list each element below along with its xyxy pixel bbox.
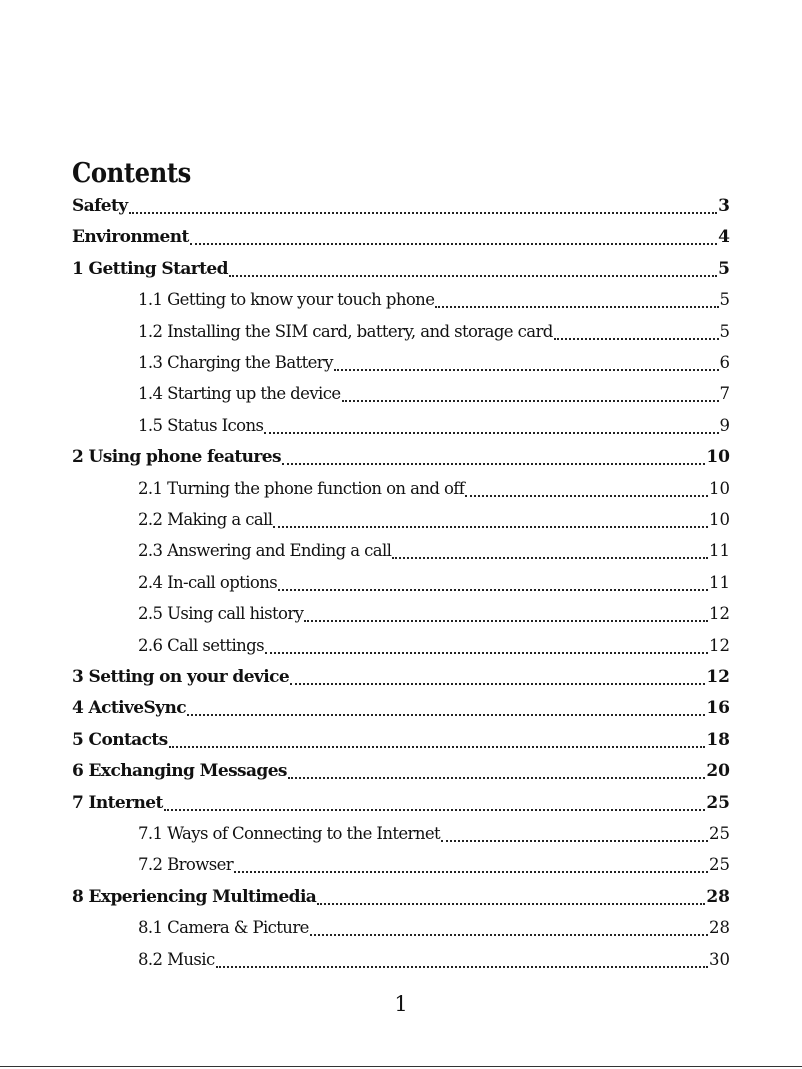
toc-chapter-entry[interactable]: [72, 887, 730, 911]
page-title: Contents: [72, 158, 191, 189]
toc-entry-title: 2.2 Making a call: [138, 510, 273, 529]
toc-entry-page: 18: [706, 729, 730, 750]
toc-entry-title: Safety: [72, 196, 128, 216]
toc-entry-title: 2.3 Answering and Ending a call: [138, 541, 392, 561]
toc-section-entry[interactable]: [138, 573, 730, 597]
toc-entry-title: Environment: [72, 227, 189, 248]
dot-leader: [334, 369, 719, 371]
toc-entry-page: 12: [706, 667, 730, 687]
dot-leader: [265, 652, 708, 654]
toc-entry-title: 4 ActiveSync: [72, 698, 186, 719]
toc-entry-title: 8 Experiencing Multimedia: [72, 886, 317, 907]
toc-chapter-entry[interactable]: [72, 259, 730, 283]
dot-leader: [342, 400, 719, 402]
dot-leader: [310, 934, 708, 936]
toc-section-entry[interactable]: [138, 353, 730, 377]
toc-chapter-entry[interactable]: [72, 196, 730, 220]
toc-section-entry[interactable]: [138, 384, 730, 408]
toc-chapter-entry[interactable]: [72, 698, 730, 722]
toc-entry-title: 7.2 Browser: [138, 855, 234, 875]
toc-entry-title: 1.1 Getting to know your touch phone: [138, 290, 435, 310]
dot-leader: [264, 432, 718, 434]
toc-chapter-entry[interactable]: [72, 761, 730, 785]
toc-chapter-entry[interactable]: [72, 447, 730, 471]
dot-leader: [187, 714, 705, 716]
toc-entry-page: 28: [709, 918, 730, 938]
dot-leader: [392, 557, 708, 559]
toc-section-entry[interactable]: [138, 918, 730, 942]
dot-leader: [273, 526, 708, 528]
toc-section-entry[interactable]: [138, 479, 730, 503]
toc-entry-title: 8.2 Music: [138, 949, 215, 969]
dot-leader: [169, 746, 706, 748]
toc-entry-page: 12: [709, 635, 730, 655]
toc-entry-title: 2.1 Turning the phone function on and off: [138, 478, 465, 498]
toc-chapter-entry[interactable]: [72, 667, 730, 691]
toc-entry-page: 5: [719, 290, 730, 310]
toc-entry-page: 30: [709, 949, 730, 969]
bottom-rule: [0, 1066, 802, 1067]
dot-leader: [317, 903, 705, 905]
dot-leader: [282, 463, 705, 465]
toc-section-entry[interactable]: [138, 541, 730, 565]
toc-entry-page: 10: [706, 447, 730, 468]
dot-leader: [465, 495, 708, 497]
toc-entry-page: 25: [709, 855, 730, 875]
toc-entry-title: 7.1 Ways of Connecting to the Internet: [138, 824, 441, 843]
toc-section-entry[interactable]: [138, 322, 730, 346]
toc-entry-page: 4: [718, 227, 730, 248]
dot-leader: [229, 275, 717, 277]
dot-leader: [290, 683, 705, 685]
dot-leader: [435, 306, 718, 308]
dot-leader: [441, 840, 708, 842]
toc-entry-title: 2.5 Using call history: [138, 604, 304, 624]
toc-section-entry[interactable]: [138, 416, 730, 440]
toc-section-entry[interactable]: [138, 604, 730, 628]
toc-entry-title: 1.3 Charging the Battery: [138, 353, 333, 372]
toc-entry-page: 10: [709, 510, 730, 529]
toc-entry-title: 1.2 Installing the SIM card, battery, and storage card: [138, 321, 553, 341]
toc-entry-page: 10: [709, 478, 730, 498]
toc-entry-page: 5: [718, 258, 730, 279]
toc-section-entry[interactable]: [138, 855, 730, 879]
toc-chapter-entry[interactable]: [72, 730, 730, 754]
toc-entry-page: 28: [706, 886, 730, 907]
toc-entry-title: 1 Getting Started: [72, 258, 228, 279]
page-number: 1: [394, 992, 408, 1016]
dot-leader: [554, 338, 719, 340]
toc-entry-title: 8.1 Camera & Picture: [138, 918, 309, 938]
dot-leader: [304, 620, 708, 622]
toc-entry-page: 20: [706, 761, 730, 782]
toc-section-entry[interactable]: [138, 636, 730, 660]
toc-entry-page: 16: [706, 698, 730, 719]
toc-entry-title: 6 Exchanging Messages: [72, 761, 287, 782]
toc-section-entry[interactable]: [138, 290, 730, 314]
toc-entry-title: 2 Using phone features: [72, 447, 281, 468]
toc-entry-page: 12: [709, 604, 730, 624]
toc-entry-page: 5: [719, 321, 730, 341]
dot-leader: [190, 243, 717, 245]
toc-entry-page: 9: [719, 415, 730, 435]
toc-section-entry[interactable]: [138, 950, 730, 974]
toc-section-entry[interactable]: [138, 824, 730, 848]
toc-chapter-entry[interactable]: [72, 227, 730, 251]
dot-leader: [288, 777, 705, 779]
toc-entry-title: 1.4 Starting up the device: [138, 384, 341, 404]
toc-entry-title: 2.4 In-call options: [138, 572, 278, 592]
toc-entry-page: 6: [719, 353, 730, 372]
toc-entry-title: 2.6 Call settings: [138, 635, 264, 655]
toc-entry-title: 7 Internet: [72, 792, 163, 813]
toc-entry-page: 3: [718, 196, 730, 216]
toc-chapter-entry[interactable]: [72, 793, 730, 817]
toc-entry-page: 11: [709, 572, 730, 592]
toc-entry-page: 25: [709, 824, 730, 843]
toc-section-entry[interactable]: [138, 510, 730, 534]
dot-leader: [234, 871, 708, 873]
dot-leader: [278, 589, 708, 591]
toc-entry-page: 7: [719, 384, 730, 404]
toc-entry-title: 3 Setting on your device: [72, 667, 290, 687]
toc-entry-page: 11: [709, 541, 730, 561]
toc-entry-title: 5 Contacts: [72, 729, 168, 750]
dot-leader: [216, 966, 708, 968]
dot-leader: [164, 809, 706, 811]
dot-leader: [129, 212, 718, 214]
toc-entry-page: 25: [706, 792, 730, 813]
toc-entry-title: 1.5 Status Icons: [138, 415, 264, 435]
